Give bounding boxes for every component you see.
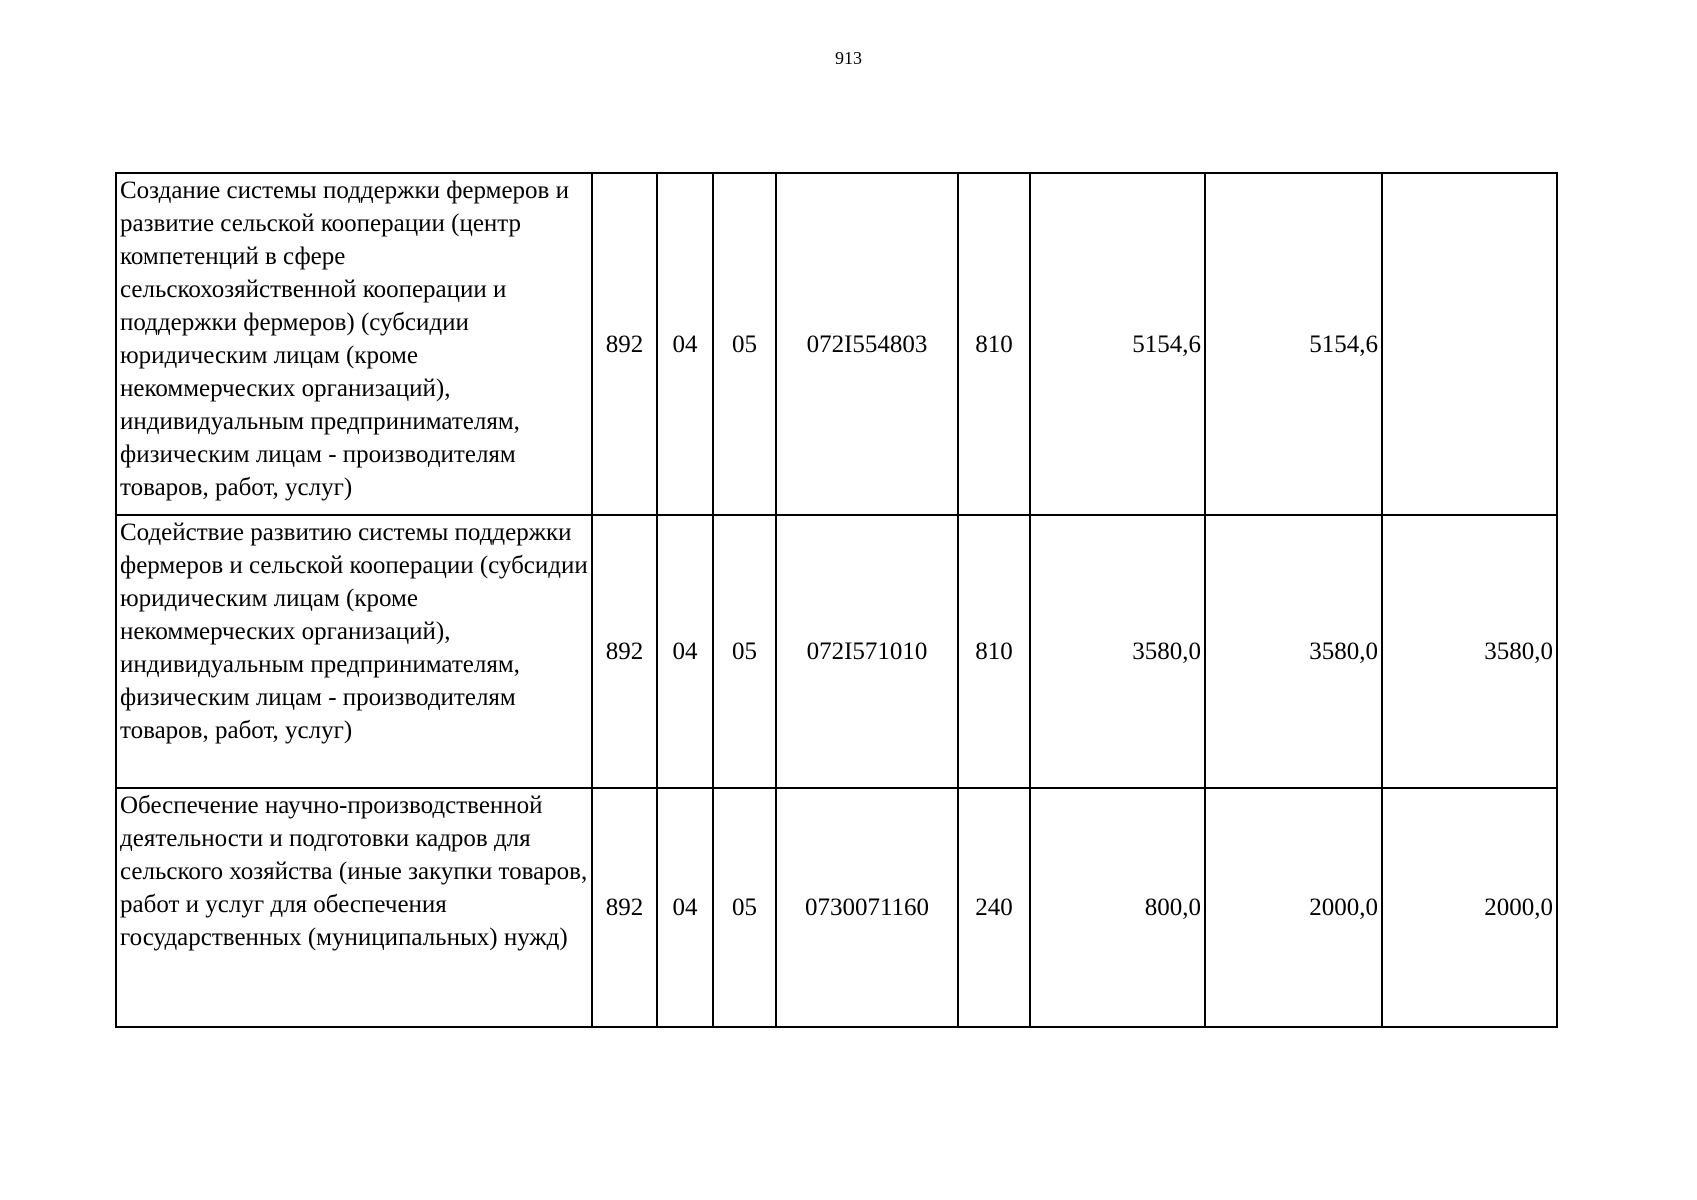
section-code: 04 [657,788,713,1027]
expense-type-code: 240 [958,788,1030,1027]
amount-3 [1382,173,1557,515]
page-number: 913 [835,48,862,68]
budget-table [115,172,1558,1028]
section-code: 04 [657,173,713,515]
amount-1: 800,0 [1030,788,1205,1027]
subsection-code: 05 [713,788,776,1027]
target-article-code: 0730071160 [776,788,958,1027]
row-description: Создание системы поддержки фермеров и развитие сельской кооперации (центр компетенций в сфере сельскохозяйственной кооперации и поддержки фермеров) (субсидии юридическим лицам (кроме некоммерческих организаций), индивидуальным предпринимателям, физическим лицам - производителям товаров, работ, услуг) [116,173,592,515]
target-article-code: 072I571010 [776,515,958,788]
subsection-code: 05 [713,173,776,515]
row-description: Содействие развитию системы поддержки фермеров и сельской кооперации (субсидии юридическим лицам (кроме некоммерческих организаций), индивидуальным предпринимателям, физическим лицам - производителям товаров, работ, услуг) [116,515,592,788]
ministry-code: 892 [592,515,657,788]
table-row [116,788,1557,1027]
expense-type-code: 810 [958,173,1030,515]
row-description: Обеспечение научно-производственной деятельности и подготовки кадров для сельского хозяйства (иные закупки товаров, работ и услуг для обеспечения государственных (муниципальных) нужд) [116,788,592,1027]
target-article-code: 072I554803 [776,173,958,515]
section-code: 04 [657,515,713,788]
amount-2: 2000,0 [1205,788,1382,1027]
amount-3: 3580,0 [1382,515,1557,788]
amount-3: 2000,0 [1382,788,1557,1027]
ministry-code: 892 [592,788,657,1027]
ministry-code: 892 [592,173,657,515]
amount-2: 3580,0 [1205,515,1382,788]
amount-1: 5154,6 [1030,173,1205,515]
amount-2: 5154,6 [1205,173,1382,515]
amount-1: 3580,0 [1030,515,1205,788]
table-row [116,515,1557,788]
subsection-code: 05 [713,515,776,788]
table-row [116,173,1557,515]
expense-type-code: 810 [958,515,1030,788]
